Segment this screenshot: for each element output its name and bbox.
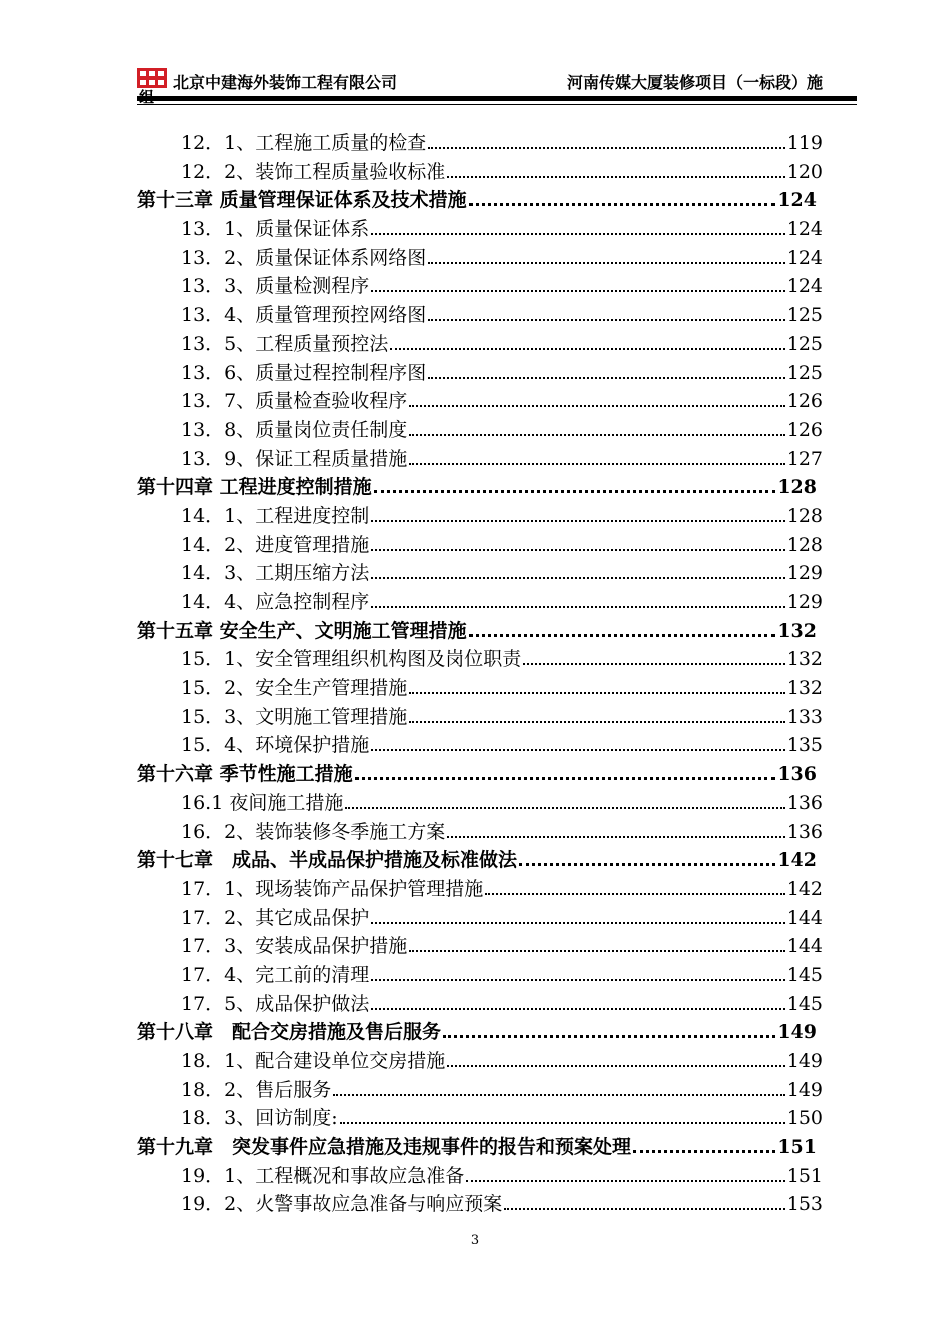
toc-entry-title: 18．1、配合建设单位交房措施 (181, 1050, 446, 1072)
toc-entry-page: 151 (786, 1164, 823, 1187)
toc-entry-page: 144 (786, 906, 823, 929)
toc-entry-title: 17．2、其它成品保护 (181, 906, 370, 929)
toc-entry-title: 17．3、安装成品保护措施 (181, 935, 408, 958)
toc-dot-leader (374, 489, 776, 493)
toc-entry-title: 15．2、安全生产管理措施 (181, 677, 408, 700)
toc-entry-title: 12．1、工程施工质量的检查 (181, 132, 427, 154)
toc-entry-page: 142 (786, 877, 823, 900)
toc-entry-page: 149 (786, 1078, 823, 1101)
toc-section-entry[interactable] (137, 1161, 823, 1190)
toc-section-entry[interactable] (137, 644, 823, 673)
toc-entry-page: 133 (786, 705, 823, 728)
header-rule-thick (137, 96, 857, 101)
toc-entry-page: 124 (786, 218, 823, 241)
toc-section-entry[interactable] (137, 931, 823, 960)
toc-dot-leader (428, 376, 784, 379)
toc-entry-title: 14．4、应急控制程序 (181, 591, 370, 613)
toc-entry-page: 132 (786, 677, 823, 700)
toc-chapter-entry[interactable] (137, 1017, 823, 1046)
toc-dot-leader (428, 261, 784, 264)
toc-dot-leader (390, 347, 784, 350)
toc-section-entry[interactable] (137, 415, 823, 444)
toc-entry-page: 151 (777, 1136, 817, 1159)
toc-dot-leader (466, 1179, 784, 1182)
toc-dot-leader (633, 1149, 775, 1153)
toc-entry-title: 13．6、质量过程控制程序图 (181, 361, 427, 384)
toc-section-entry[interactable] (137, 730, 823, 759)
toc-entry-title: 12．2、装饰工程质量验收标准 (181, 160, 446, 183)
toc-entry-page: 145 (786, 992, 823, 1015)
toc-entry-title: 第十八章 配合交房措施及售后服务 (137, 1021, 442, 1044)
toc-section-entry[interactable] (137, 128, 823, 157)
toc-entry-page: 125 (786, 361, 823, 384)
toc-section-entry[interactable] (137, 702, 823, 731)
toc-entry-page: 126 (786, 390, 823, 413)
toc-entry-page: 150 (786, 1107, 823, 1130)
toc-chapter-entry[interactable] (137, 845, 823, 874)
toc-dot-leader (447, 835, 784, 838)
toc-entry-title: 15．4、环境保护措施 (181, 734, 370, 757)
toc-section-entry[interactable] (137, 358, 823, 387)
toc-section-entry[interactable] (137, 386, 823, 415)
toc-entry-page: 132 (786, 648, 823, 671)
toc-dot-leader (409, 720, 784, 723)
toc-entry-page: 145 (786, 963, 823, 986)
toc-entry-title: 17．1、现场装饰产品保护管理措施 (181, 877, 484, 900)
toc-section-entry[interactable] (137, 1075, 823, 1104)
toc-chapter-entry[interactable] (137, 1132, 823, 1161)
toc-entry-page: 125 (786, 332, 823, 355)
toc-dot-leader (485, 892, 784, 895)
toc-dot-leader (523, 662, 784, 665)
toc-entry-title: 17．5、成品保护做法 (181, 992, 370, 1015)
toc-entry-title: 13．4、质量管理预控网络图 (181, 304, 427, 327)
toc-dot-leader (428, 146, 784, 149)
toc-section-entry[interactable] (137, 673, 823, 702)
toc-entry-title: 15．1、安全管理组织机构图及岗位职责 (181, 648, 522, 671)
table-of-contents (137, 128, 823, 1218)
toc-section-entry[interactable] (137, 243, 823, 272)
toc-entry-page: 136 (777, 763, 817, 786)
toc-section-entry[interactable] (137, 960, 823, 989)
toc-entry-page: 126 (786, 418, 823, 441)
toc-entry-page: 149 (777, 1021, 817, 1044)
toc-dot-leader (469, 202, 776, 206)
toc-section-entry[interactable] (137, 300, 823, 329)
toc-entry-page: 129 (786, 562, 823, 585)
toc-entry-title: 16．2、装饰装修冬季施工方案 (181, 820, 446, 843)
toc-entry-page: 129 (786, 591, 823, 613)
toc-entry-title: 15．3、文明施工管理措施 (181, 705, 408, 728)
toc-entry-page: 149 (786, 1050, 823, 1072)
toc-entry-page: 124 (786, 246, 823, 269)
toc-entry-page: 119 (786, 132, 823, 154)
toc-entry-title: 第十四章 工程进度控制措施 (137, 476, 372, 499)
toc-dot-leader (371, 289, 784, 292)
toc-entry-title: 13．5、工程质量预控法 (181, 332, 389, 355)
toc-dot-leader (371, 748, 784, 751)
toc-dot-leader (447, 175, 784, 178)
toc-entry-title: 14．3、工期压缩方法 (181, 562, 370, 585)
page-number: 3 (470, 1233, 480, 1248)
toc-entry-title: 第十七章 成品、半成品保护措施及标准做法 (137, 849, 518, 872)
toc-entry-title: 17．4、完工前的清理 (181, 963, 370, 986)
toc-dot-leader (409, 404, 784, 407)
toc-section-entry[interactable] (137, 1046, 823, 1075)
toc-section-entry[interactable] (137, 214, 823, 243)
toc-entry-title: 第十三章 质量管理保证体系及技术措施 (137, 189, 467, 212)
page-header (137, 66, 857, 112)
toc-entry-page: 128 (786, 504, 823, 527)
toc-entry-title: 14．1、工程进度控制 (181, 504, 370, 527)
toc-entry-title: 13．3、质量检测程序 (181, 275, 370, 298)
toc-chapter-entry[interactable] (137, 616, 823, 645)
company-name: 北京中建海外装饰工程有限公司 (173, 73, 398, 92)
toc-dot-leader (409, 433, 784, 436)
toc-dot-leader (371, 232, 784, 235)
toc-chapter-entry[interactable] (137, 759, 823, 788)
toc-dot-leader (340, 1121, 785, 1124)
toc-entry-title: 13．1、质量保证体系 (181, 218, 370, 241)
toc-entry-title: 13．2、质量保证体系网络图 (181, 246, 427, 269)
toc-entry-page: 128 (777, 476, 817, 499)
toc-entry-page: 153 (786, 1193, 823, 1216)
toc-entry-page: 136 (786, 820, 823, 843)
toc-section-entry[interactable] (137, 271, 823, 300)
toc-entry-title: 第十五章 安全生产、文明施工管理措施 (137, 619, 467, 642)
toc-dot-leader (519, 862, 775, 866)
toc-entry-page: 144 (786, 935, 823, 958)
toc-section-entry[interactable] (137, 989, 823, 1018)
toc-entry-page: 128 (786, 533, 823, 556)
company-logo-icon (137, 68, 167, 88)
toc-dot-leader (345, 806, 784, 809)
toc-dot-leader (333, 1093, 784, 1096)
toc-dot-leader (371, 605, 784, 608)
toc-entry-page: 120 (786, 160, 823, 183)
toc-dot-leader (409, 949, 784, 952)
toc-dot-leader (409, 462, 784, 465)
toc-dot-leader (428, 318, 784, 321)
toc-chapter-entry[interactable] (137, 185, 823, 214)
toc-section-entry[interactable] (137, 817, 823, 846)
toc-section-entry[interactable] (137, 874, 823, 903)
toc-entry-title: 18．2、售后服务 (181, 1078, 332, 1101)
toc-section-entry[interactable] (137, 157, 823, 186)
project-title: 河南传媒大厦装修项目（一标段）施 (566, 73, 823, 92)
toc-entry-title: 13．9、保证工程质量措施 (181, 447, 408, 470)
toc-dot-leader (443, 1034, 775, 1038)
toc-entry-title: 13．8、质量岗位责任制度 (181, 418, 408, 441)
toc-entry-page: 136 (786, 791, 823, 814)
toc-dot-leader (371, 519, 784, 522)
toc-entry-title: 第十六章 季节性施工措施 (137, 763, 353, 786)
toc-entry-page: 142 (777, 849, 817, 872)
toc-dot-leader (371, 978, 784, 981)
toc-dot-leader (371, 1007, 784, 1010)
toc-chapter-entry[interactable] (137, 472, 823, 501)
toc-entry-page: 127 (786, 447, 823, 470)
toc-entry-page: 135 (786, 734, 823, 757)
toc-entry-page: 124 (777, 189, 817, 212)
toc-dot-leader (355, 776, 776, 780)
toc-entry-title: 19．2、火警事故应急准备与响应预案 (181, 1193, 503, 1216)
toc-section-entry[interactable] (137, 501, 823, 530)
toc-entry-title: 第十九章 突发事件应急措施及违规事件的报告和预案处理 (137, 1136, 632, 1159)
toc-entry-title: 18．3、回访制度: (181, 1107, 338, 1130)
toc-dot-leader (371, 548, 784, 551)
toc-section-entry[interactable] (137, 788, 823, 817)
toc-dot-leader (447, 1064, 784, 1067)
toc-section-entry[interactable] (137, 444, 823, 473)
toc-dot-leader (469, 633, 776, 637)
toc-section-entry[interactable] (137, 1103, 823, 1132)
toc-section-entry[interactable] (137, 329, 823, 358)
toc-entry-title: 16.1 夜间施工措施 (181, 791, 344, 814)
toc-entry-page: 125 (786, 304, 823, 327)
toc-dot-leader (504, 1207, 784, 1210)
toc-entry-page: 124 (786, 275, 823, 298)
toc-entry-title: 13．7、质量检查验收程序 (181, 390, 408, 413)
toc-entry-title: 19．1、工程概况和事故应急准备 (181, 1164, 465, 1187)
toc-section-entry[interactable] (137, 903, 823, 932)
toc-dot-leader (371, 576, 784, 579)
toc-dot-leader (409, 691, 784, 694)
toc-section-entry[interactable] (137, 587, 823, 616)
toc-section-entry[interactable] (137, 1189, 823, 1218)
header-rule-thin (137, 104, 857, 105)
toc-section-entry[interactable] (137, 530, 823, 559)
toc-entry-title: 14．2、进度管理措施 (181, 533, 370, 556)
toc-entry-page: 132 (777, 619, 817, 642)
toc-section-entry[interactable] (137, 558, 823, 587)
toc-dot-leader (371, 921, 784, 924)
